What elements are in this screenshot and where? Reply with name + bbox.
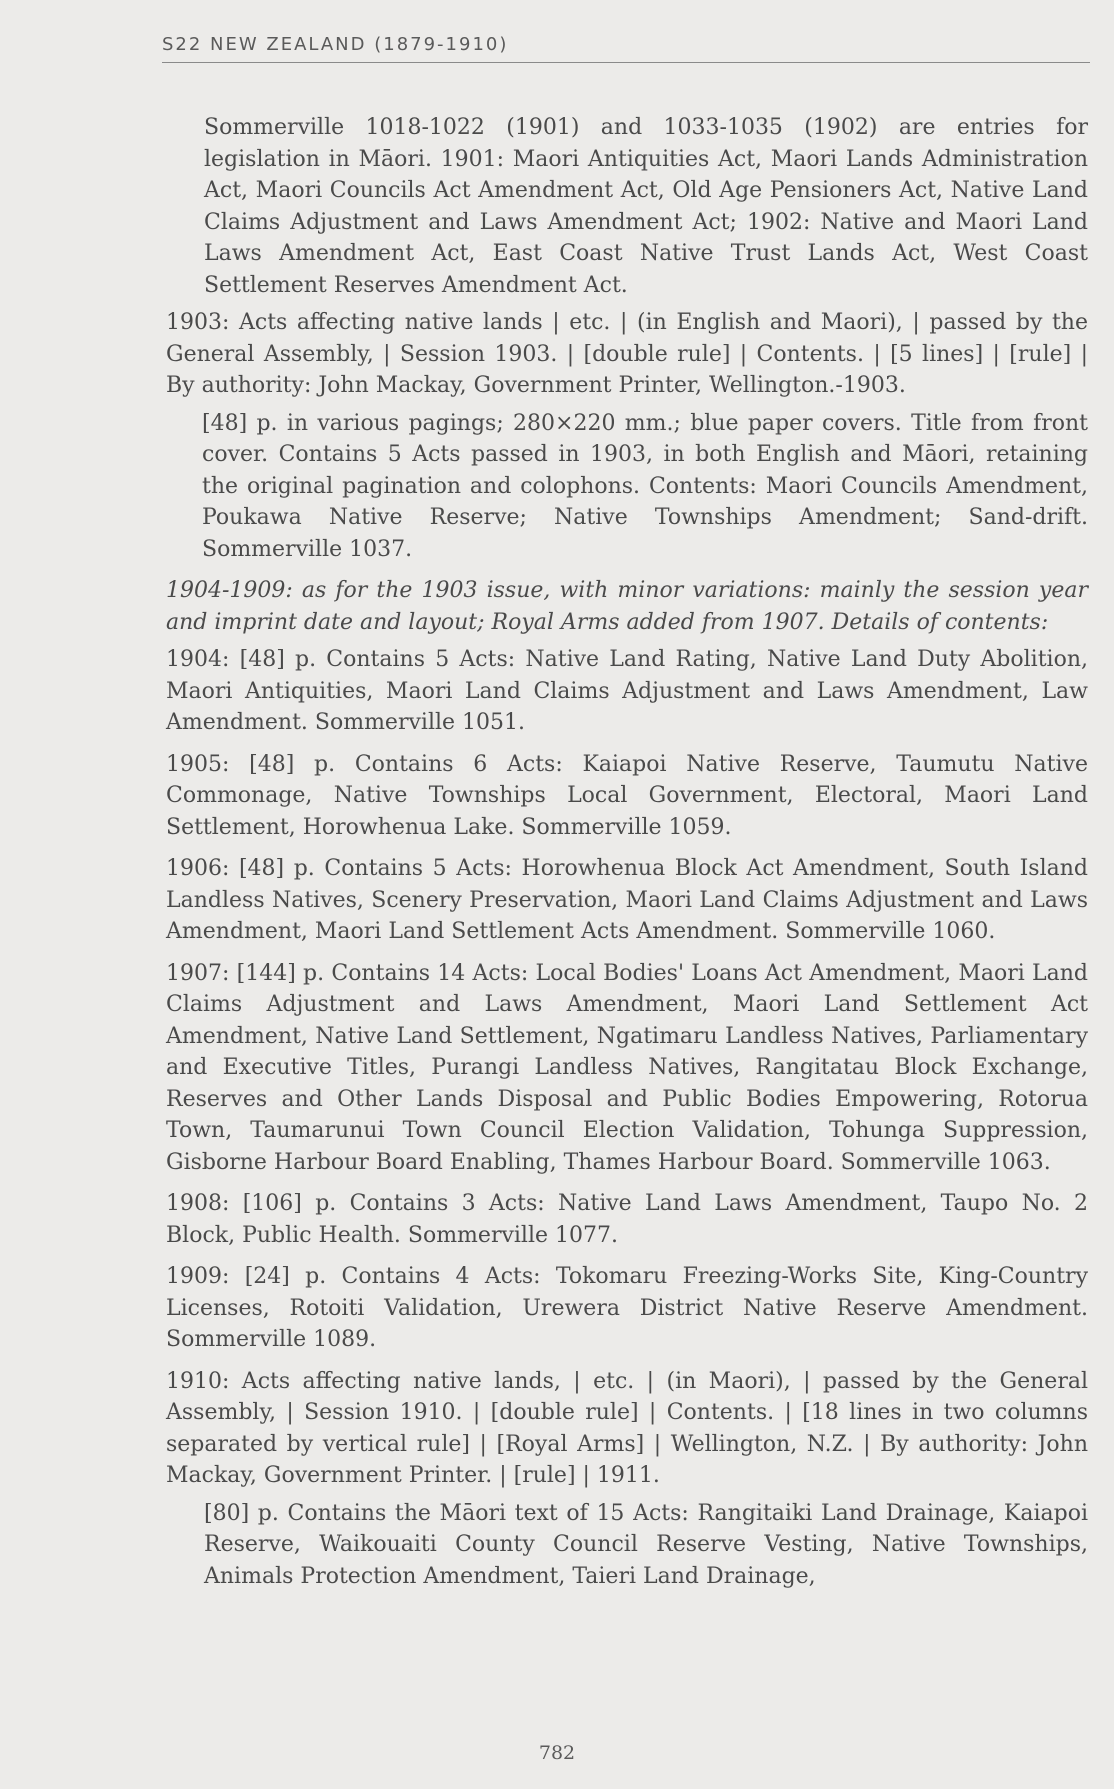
- entry-1910-description: [80] p. Contains the Māori text of 15 Acts: Rangitaiki Land Drainage, Kaiapoi Reserve, Waikouaiti County Council Reserve Vesting, Native Townships, Animals Protection Amendment, Taieri Land Drainage,: [204, 1500, 1088, 1589]
- note-1904-1909: 1904-1909: as for the 1903 issue, with minor variations: mainly the session year and imprint date and layout; Royal Arms added from 1907. Details of contents:: [166, 578, 1088, 635]
- entry-1903-description: [48] p. in various pagings; 280×220 mm.; blue paper covers. Title from front cover. Contains 5 Acts passed in 1903, in both English and Māori, retaining the original pagination and colophons. Contents: Maori Councils Amendment, Poukawa Native Reserve; Native Townships Amendment; Sand-drift. Sommerville 1037.: [202, 410, 1088, 562]
- entry-1905: 1905: [48] p. Contains 6 Acts: Kaiapoi Native Reserve, Taumutu Native Commonage, Native Townships Local Government, Electoral, Maori Land Settlement, Horowhenua Lake. Sommerville 1059.: [166, 751, 1088, 840]
- page-number: 782: [538, 1742, 576, 1764]
- running-head: S22 NEW ZEALAND (1879-1910): [162, 34, 509, 55]
- entry-1903-title: 1903: Acts affecting native lands | etc. | (in English and Maori), | passed by the General Assembly, | Session 1903. | [double rule] | Contents. | [5 lines] | [rule] | By authority: John Mackay, Government Printer, Wellington.-1903.: [166, 310, 1088, 398]
- entry-1910-title: 1910: Acts affecting native lands, | etc. | (in Maori), | passed by the General Assembly, | Session 1910. | [double rule] | Contents. | [18 lines in two columns separated by vertical rule] | [Royal Arms] | Wellington, N.Z. | By authority: John Mackay, Government Printer. | [rule] | 1911.: [166, 1368, 1088, 1488]
- page-header: [162, 30, 1090, 63]
- entry-1904: 1904: [48] p. Contains 5 Acts: Native Land Rating, Native Land Duty Abolition, Maori Antiquities, Maori Land Claims Adjustment and Laws Amendment, Law Amendment. Sommerville 1051.: [166, 647, 1088, 735]
- page-body: [166, 112, 1088, 1592]
- entry-1907: 1907: [144] p. Contains 14 Acts: Local Bodies' Loans Act Amendment, Maori Land Claims Adjustment and Laws Amendment, Maori Land Settlement Act Amendment, Native Land Settlement, Ngatimaru Landless Natives, Parliamentary and Executive Titles, Purangi Landless Natives, Rangitatau Block Exchange, Reserves and Other Lands Disposal and Public Bodies Empowering, Rotorua Town, Taumarunui Town Council Election Validation, Tohunga Suppression, Gisborne Harbour Board Enabling, Thames Harbour Board. Sommerville 1063.: [166, 960, 1088, 1175]
- entry-1906: 1906: [48] p. Contains 5 Acts: Horowhenua Block Act Amendment, South Island Landless Natives, Scenery Preservation, Maori Land Claims Adjustment and Laws Amendment, Maori Land Settlement Acts Amendment. Sommerville 1060.: [166, 856, 1088, 944]
- entry-1909: 1909: [24] p. Contains 4 Acts: Tokomaru Freezing-Works Site, King-Country Licenses, Rotoiti Validation, Urewera District Native Reserve Amendment. Sommerville 1089.: [166, 1264, 1088, 1352]
- paragraph-sommerville-note: Sommerville 1018-1022 (1901) and 1033-1035 (1902) are entries for legislation in Māori. 1901: Maori Antiquities Act, Maori Lands Administration Act, Maori Councils Act Amendment Act, Old Age Pensioners Act, Native Land Claims Adjustment and Laws Amendment Act; 1902: Native and Maori Land Laws Amendment Act, East Coast Native Trust Lands Act, West Coast Settlement Reserves Amendment Act.: [204, 115, 1088, 298]
- entry-1908: 1908: [106] p. Contains 3 Acts: Native Land Laws Amendment, Taupo No. 2 Block, Public Health. Sommerville 1077.: [166, 1191, 1088, 1248]
